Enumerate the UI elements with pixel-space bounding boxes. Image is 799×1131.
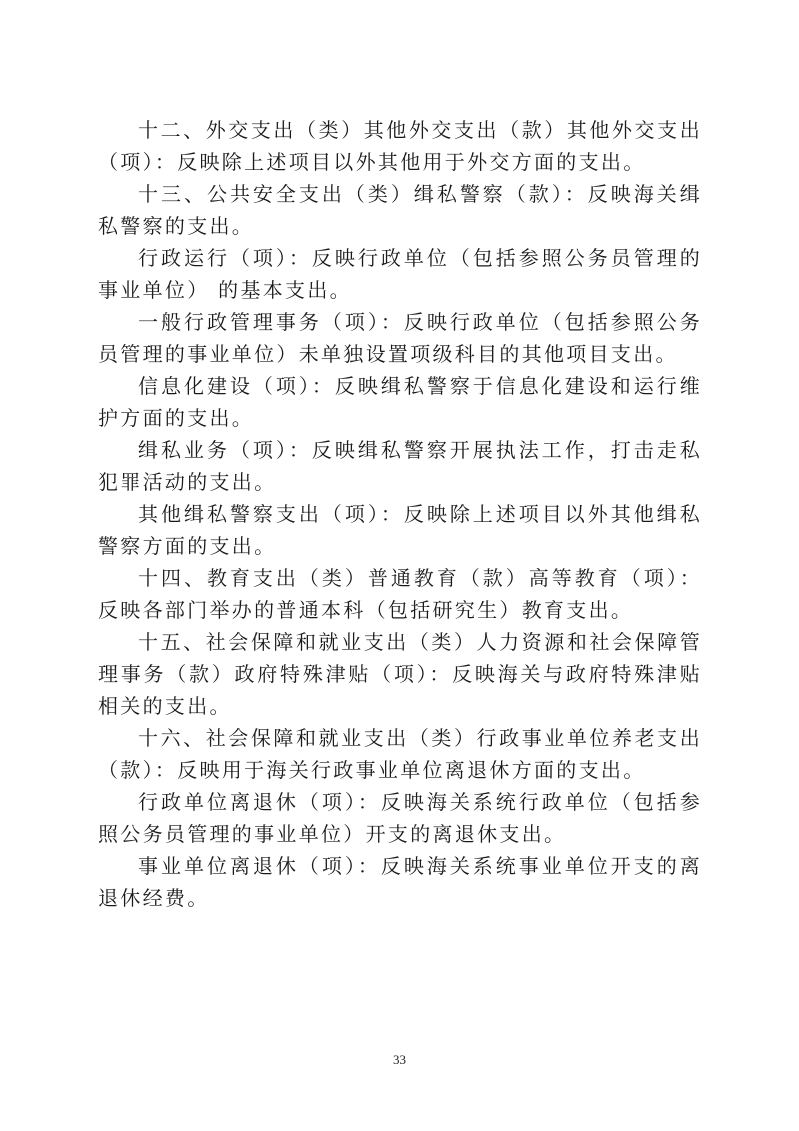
page-number: 33 (393, 1052, 406, 1067)
paragraph-anti-smuggling-business: 缉私业务（项）：反映缉私警察开展执法工作，打击走私犯罪活动的支出。 (98, 438, 702, 494)
paragraph-general-administrative-affairs: 一般行政管理事务（项）：反映行政单位（包括参照公务员管理的事业单位）未单独设置项级科目的其他项目支出。 (98, 310, 702, 366)
paragraph-other-anti-smuggling-expenditure: 其他缉私警察支出（项）：反映除上述项目以外其他缉私警察方面的支出。 (98, 502, 702, 558)
paragraph-social-security-special-allowance: 十五、社会保障和就业支出（类）人力资源和社会保障管理事务（款）政府特殊津贴（项）：反映海关与政府特殊津贴相关的支出。 (98, 630, 702, 718)
document-body (98, 114, 702, 914)
paragraph-social-security-pension: 十六、社会保障和就业支出（类）行政事业单位养老支出（款）：反映用于海关行政事业单位离退休方面的支出。 (98, 726, 702, 782)
paragraph-informatization-construction: 信息化建设（项）：反映缉私警察于信息化建设和运行维护方面的支出。 (98, 374, 702, 430)
paragraph-administrative-operation: 行政运行（项）：反映行政单位（包括参照公务员管理的事业单位） 的基本支出。 (98, 246, 702, 302)
paragraph-diplomacy-expenditure: 十二、外交支出（类）其他外交支出（款）其他外交支出（项）：反映除上述项目以外其他用于外交方面的支出。 (98, 118, 702, 174)
paragraph-administrative-unit-retirement: 行政单位离退休（项）：反映海关系统行政单位（包括参照公务员管理的事业单位）开支的离退休支出。 (98, 790, 702, 846)
paragraph-public-security-anti-smuggling: 十三、公共安全支出（类）缉私警察（款）：反映海关缉私警察的支出。 (98, 182, 702, 238)
paragraph-education-expenditure: 十四、教育支出（类）普通教育（款）高等教育（项）： 反映各部门举办的普通本科（包括研究生）教育支出。 (98, 566, 702, 622)
paragraph-public-institution-retirement: 事业单位离退休（项）：反映海关系统事业单位开支的离退休经费。 (98, 854, 702, 910)
